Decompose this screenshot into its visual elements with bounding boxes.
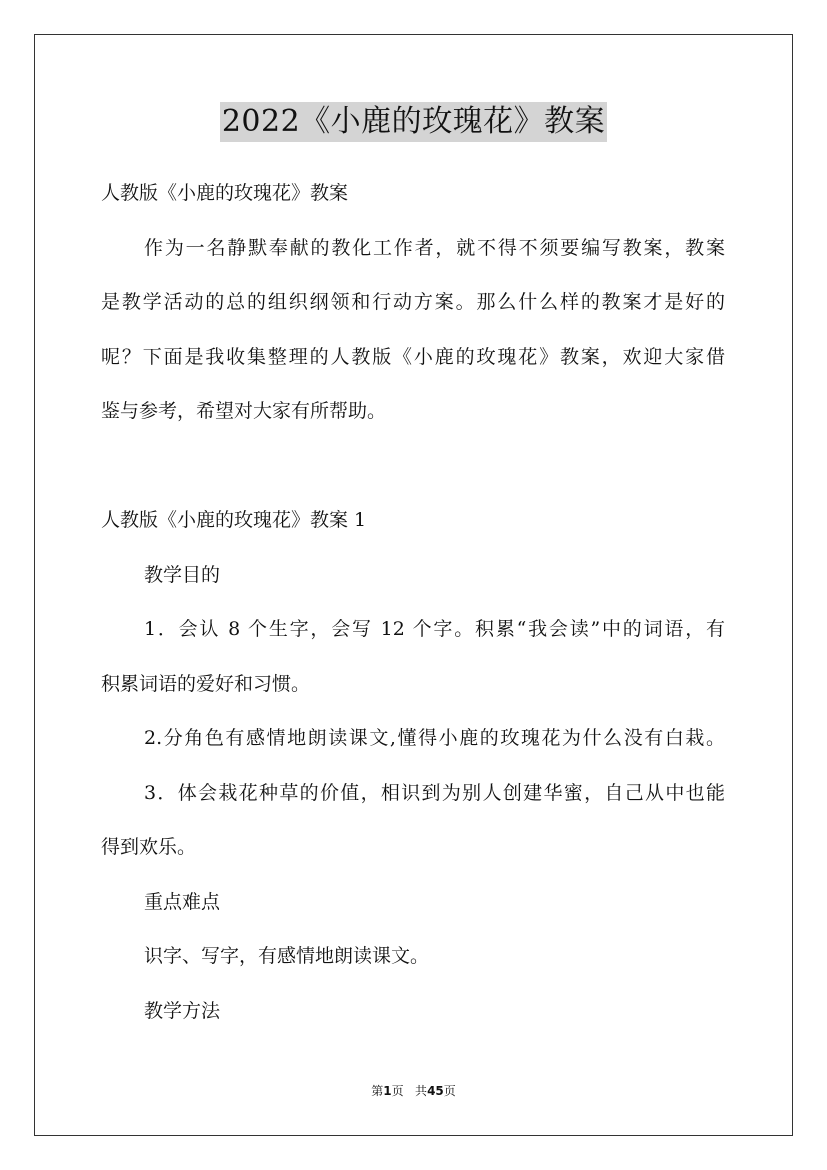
subsection-heading: 教学目的 — [144, 564, 221, 586]
section-heading: 人教版《小鹿的玫瑰花》教案 1 — [101, 509, 367, 531]
total-pages: 45 — [427, 1084, 444, 1098]
page-number: 1 — [383, 1084, 392, 1098]
list-item: 3．体会栽花种草的价值，相识到为别人创建华蜜，自己从中也能 — [144, 782, 725, 804]
paragraph-line: 呢？下面是我收集整理的人教版《小鹿的玫瑰花》教案，欢迎大家借 — [101, 346, 725, 368]
list-item: 1．会认 8 个生字，会写 12 个字。积累“我会读”中的词语，有 — [144, 618, 725, 640]
paragraph-line: 鉴与参考，希望对大家有所帮助。 — [101, 400, 387, 422]
paragraph-line: 识字、写字，有感情地朗读课文。 — [144, 945, 430, 967]
page-suffix: 页 — [391, 1084, 404, 1098]
list-item-continuation: 得到欢乐。 — [101, 836, 197, 858]
list-item-continuation: 积累词语的爱好和习惯。 — [101, 673, 311, 695]
total-prefix: 共 — [415, 1084, 428, 1098]
list-item: 2.分角色有感情地朗读课文,懂得小鹿的玫瑰花为什么没有白栽。 — [144, 727, 725, 749]
subsection-heading: 教学方法 — [144, 1000, 221, 1022]
subtitle-line: 人教版《小鹿的玫瑰花》教案 — [101, 182, 349, 204]
page-footer — [0, 1083, 827, 1099]
title-container — [0, 102, 827, 142]
paragraph-line: 是教学活动的总的组织纲领和行动方案。那么什么样的教案才是好的 — [101, 291, 725, 313]
document-title: 2022《小鹿的玫瑰花》教案 — [220, 102, 607, 142]
page-prefix: 第 — [371, 1084, 384, 1098]
total-suffix: 页 — [443, 1084, 456, 1098]
subsection-heading: 重点难点 — [144, 891, 221, 913]
paragraph-line: 作为一名静默奉献的教化工作者，就不得不须要编写教案，教案 — [144, 237, 725, 259]
